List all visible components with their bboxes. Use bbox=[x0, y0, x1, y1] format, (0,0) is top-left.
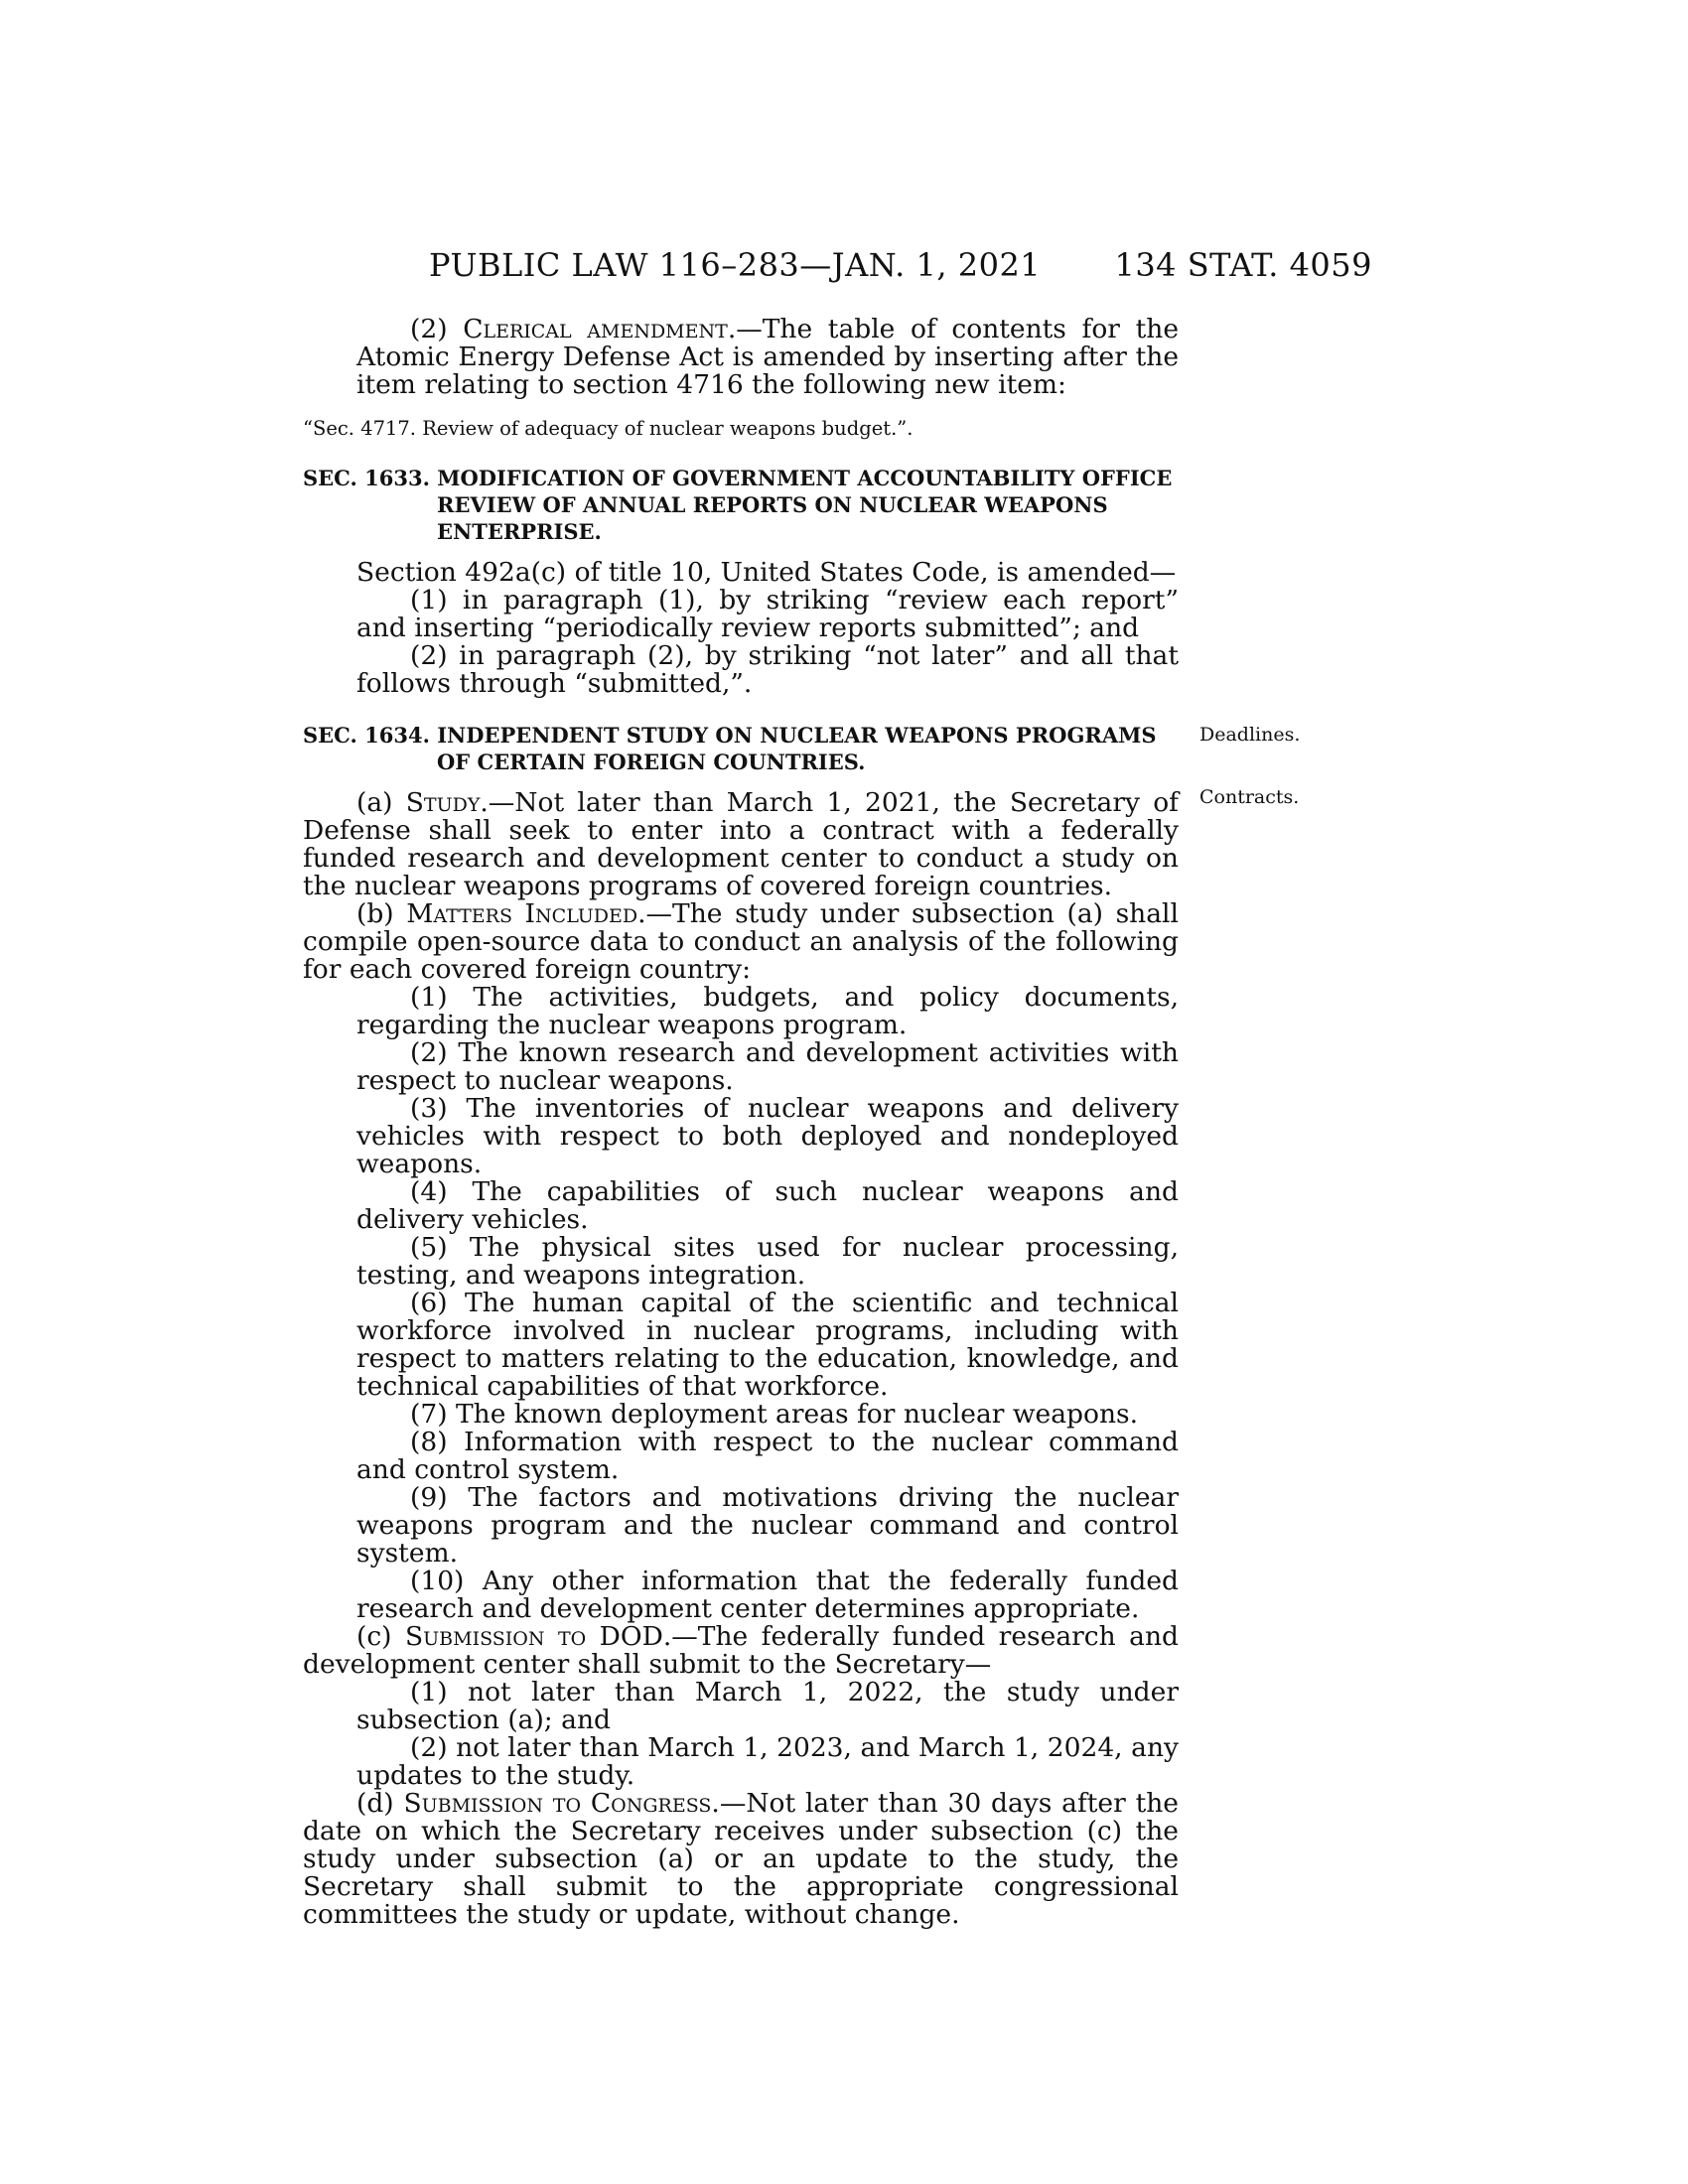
margin-note-deadlines: Deadlines. bbox=[1199, 724, 1301, 746]
subsection-b: (b) Matters Included.—The study under subsection (a) shall compile open-source data to conduct an analysis of the following for each covered foreign country: bbox=[303, 898, 1179, 985]
clerical-amendment: (2) Clerical amendment.—The table of contents for the Atomic Energy Defense Act is amended by inserting after the item relating to section 4716 the following new item: bbox=[356, 314, 1180, 400]
body-text bbox=[303, 316, 1179, 1929]
subsection-b-item: (4) The capabilities of such nuclear weapons and delivery vehicles. bbox=[356, 1176, 1179, 1235]
subsection-b-item: (1) The activities, budgets, and policy documents, regarding the nuclear weapons program. bbox=[356, 982, 1179, 1040]
page-header bbox=[429, 246, 1372, 286]
subsection-b-item: (3) The inventories of nuclear weapons and delivery vehicles with respect to both deployed and nondeployed weapons. bbox=[356, 1093, 1179, 1179]
subsection-b-item: (8) Information with respect to the nuclear command and control system. bbox=[356, 1427, 1179, 1485]
subsection-d: (d) Submission to Congress.—Not later than 30 days after the date on which the Secretary receives under subsection (c) the study under subsection (a) or an update to the study, the Secretary shall submit to the appropriate congressional committees the study or update, without change. bbox=[303, 1788, 1179, 1930]
new-toc-item: “Sec. 4717. Review of adequacy of nuclear weapons budget.”. bbox=[303, 417, 914, 440]
subsection-a: (a) Study.—Not later than March 1, 2021, the Secretary of Defense shall seek to enter into a contract with a federally funded research and development center to conduct a study on the nuclear weapons programs of covered foreign countries. bbox=[303, 787, 1179, 901]
subsection-c-item: (1) not later than March 1, 2022, the study under subsection (a); and bbox=[356, 1677, 1179, 1735]
margin-note-contracts: Contracts. bbox=[1199, 786, 1300, 808]
section-1633-para-1: (1) in paragraph (1), by striking “review each report” and inserting “periodically review reports submitted”; and bbox=[356, 585, 1179, 643]
subsection-b-item: (5) The physical sites used for nuclear processing, testing, and weapons integration. bbox=[356, 1232, 1179, 1291]
section-1633-intro: Section 492a(c) of title 10, United States Code, is amended— bbox=[356, 557, 1177, 588]
section-1633-heading: SEC. 1633. MODIFICATION OF GOVERNMENT ACCOUNTABILITY OFFICE REVIEW OF ANNUAL REPORTS ON NUCLEAR WEAPONS ENTERPRISE. bbox=[303, 466, 1173, 544]
section-1633-para-2: (2) in paragraph (2), by striking “not later” and all that follows through “submitted,”. bbox=[356, 640, 1179, 699]
subsection-b-item: (10) Any other information that the federally funded research and development center determines appropriate. bbox=[356, 1566, 1179, 1624]
subsection-b-item: (2) The known research and development activities with respect to nuclear weapons. bbox=[356, 1037, 1179, 1096]
subsection-b-item: (6) The human capital of the scientific and technical workforce involved in nuclear programs, including with respect to matters relating to the education, knowledge, and technical capabilities of that workforce. bbox=[356, 1288, 1179, 1402]
statute-page-number: 134 STAT. 4059 bbox=[1114, 246, 1372, 284]
subsection-c: (c) Submission to DOD.—The federally funded research and development center shall submit to the Secretary— bbox=[303, 1621, 1179, 1680]
subsection-c-item: (2) not later than March 1, 2023, and March 1, 2024, any updates to the study. bbox=[356, 1732, 1179, 1791]
section-1634-heading: SEC. 1634. INDEPENDENT STUDY ON NUCLEAR WEAPONS PROGRAMS OF CERTAIN FOREIGN COUNTRIES. bbox=[303, 723, 1157, 774]
subsection-b-item: (7) The known deployment areas for nuclear weapons. bbox=[410, 1399, 1139, 1430]
running-title: PUBLIC LAW 116–283—JAN. 1, 2021 bbox=[429, 246, 1042, 284]
subsection-b-item: (9) The factors and motivations driving the nuclear weapons program and the nuclear command and control system. bbox=[356, 1482, 1179, 1569]
